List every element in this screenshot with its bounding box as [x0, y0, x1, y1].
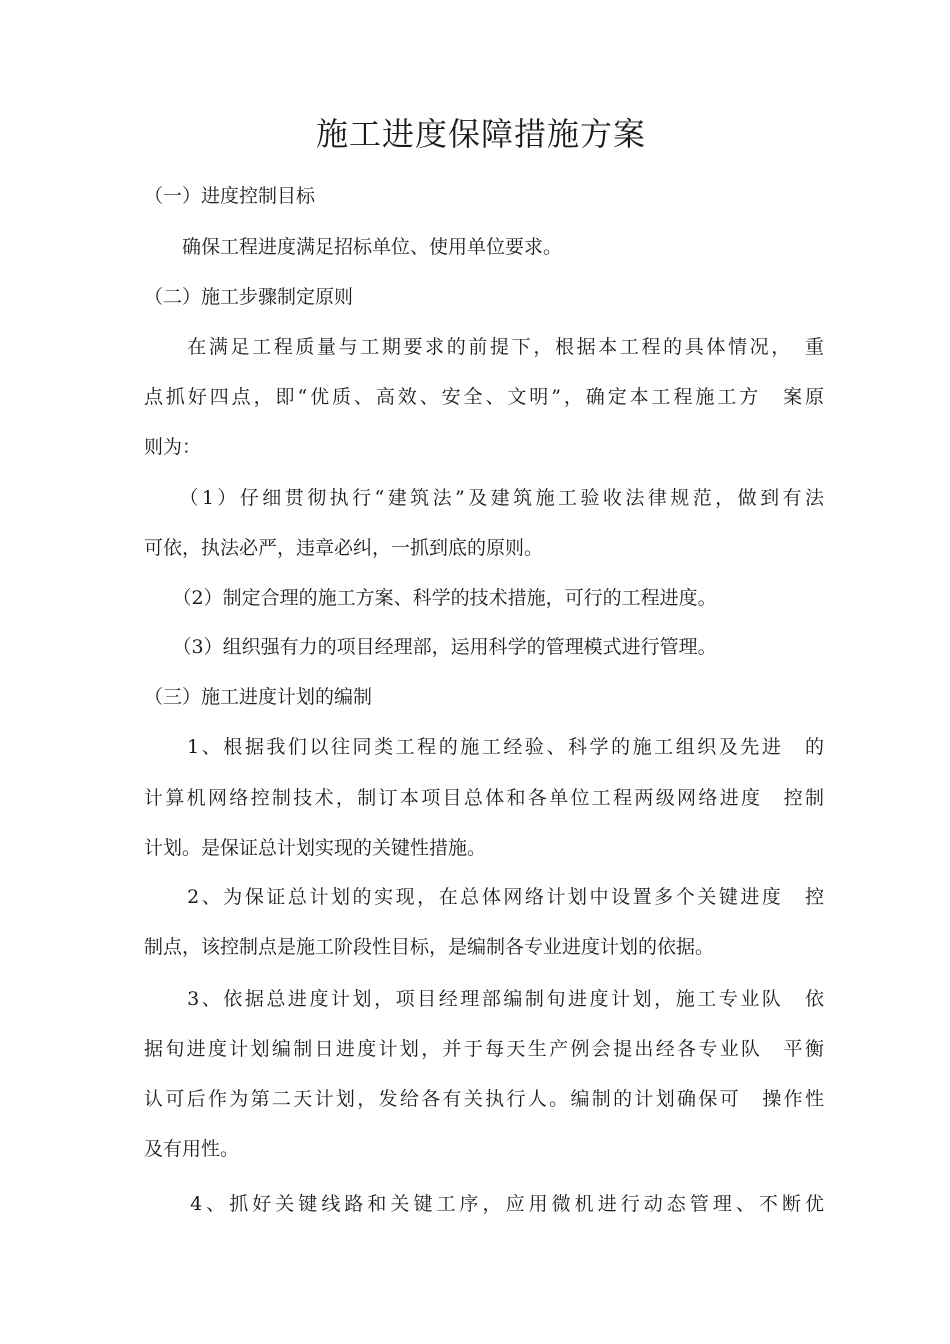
- paragraph-line: 2、为保证总计划的实现，在总体网络计划中设置多个关键进度 控: [144, 886, 824, 908]
- paragraph-line: 点抓好四点，即“优质、高效、安全、文明”，确定本工程施工方 案原: [144, 386, 824, 408]
- paragraph-line: 则为：: [144, 436, 202, 458]
- section-heading-3: （三）施工进度计划的编制: [144, 686, 373, 708]
- paragraph-line: （3）组织强有力的项目经理部，运用科学的管理模式进行管理。: [144, 636, 717, 658]
- paragraph-line: 可依，执法必严，违章必纠，一抓到底的原则。: [144, 537, 544, 559]
- paragraph-line: 3、依据总进度计划，项目经理部编制旬进度计划，施工专业队 依: [144, 988, 824, 1010]
- section-heading-1: （一）进度控制目标: [144, 185, 316, 207]
- paragraph-line: 4、抓好关键线路和关键工序，应用微机进行动态管理、不断优: [144, 1193, 824, 1215]
- paragraph-line: 及有用性。: [144, 1138, 240, 1160]
- section-heading-2: （二）施工步骤制定原则: [144, 286, 354, 308]
- paragraph-line: （1）仔细贯彻执行“建筑法”及建筑施工验收法律规范，做到有法: [144, 487, 824, 509]
- paragraph-line: 计算机网络控制技术，制订本项目总体和各单位工程两级网络进度 控制: [144, 787, 824, 809]
- paragraph-line: 据旬进度计划编制日进度计划，并于每天生产例会提出经各专业队 平衡: [144, 1038, 824, 1060]
- paragraph-line: 1、根据我们以往同类工程的施工经验、科学的施工组织及先进 的: [144, 736, 824, 758]
- document-title: 施工进度保障措施方案: [315, 115, 646, 153]
- paragraph-line: 认可后作为第二天计划，发给各有关执行人。编制的计划确保可 操作性: [144, 1088, 824, 1110]
- paragraph-line: 计划。是保证总计划实现的关键性措施。: [144, 837, 487, 859]
- paragraph-line: 在满足工程质量与工期要求的前提下，根据本工程的具体情况， 重: [144, 336, 824, 358]
- paragraph-line: 确保工程进度满足招标单位、使用单位要求。: [144, 236, 563, 258]
- paragraph-line: （2）制定合理的施工方案、科学的技术措施，可行的工程进度。: [144, 587, 717, 609]
- paragraph-line: 制点，该控制点是施工阶段性目标，是编制各专业进度计划的依据。: [144, 936, 715, 958]
